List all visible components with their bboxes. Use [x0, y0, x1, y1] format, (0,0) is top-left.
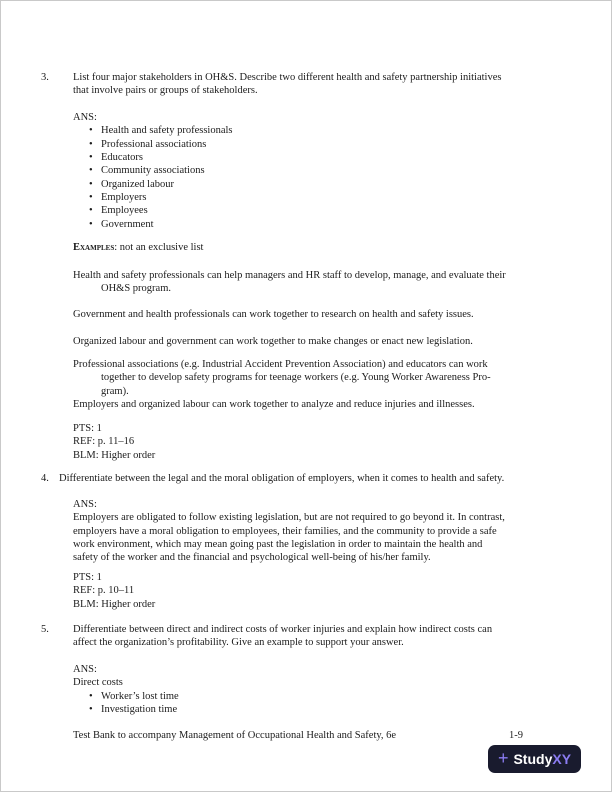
question-3-text: [73, 71, 501, 98]
page-number: 1-9: [509, 730, 523, 741]
list-item: • Government: [73, 218, 233, 231]
question-4-text: [59, 472, 504, 485]
list-item: • Educators: [73, 151, 233, 164]
stakeholder-list: [73, 124, 233, 231]
list-item: • Employees: [73, 204, 233, 217]
question-3-number: 3.: [41, 72, 49, 83]
examples-label: Examples: [73, 242, 115, 253]
paragraph-line: gram).: [101, 385, 129, 397]
studyxy-wordmark: [513, 752, 571, 766]
blm-line: BLM: Higher order: [73, 449, 156, 461]
answer-line: employers have a moral obligation to employees, their families, and the community to provide a safe: [73, 525, 497, 537]
answer-label: ANS:: [73, 112, 97, 123]
paragraph-line: OH&S program.: [101, 283, 171, 295]
question-3-answer: [73, 111, 233, 231]
paragraph-organized-labour: Organized labour and government can work together to make changes or enact new legislation.: [73, 336, 473, 347]
paragraph-line: Health and safety professionals can help managers and HR staff to develop, manage, and evaluate their: [73, 270, 506, 281]
list-item: • Employers: [73, 191, 233, 204]
pts-line: PTS: 1: [73, 572, 102, 583]
question-3-line-1: List four major stakeholders in OH&S. Describe two different health and safety partnership initiatives: [73, 72, 502, 83]
answer-line: work environment, which may mean going past the legislation in order to maintain the health and: [73, 539, 483, 551]
question-3-meta: [73, 422, 155, 462]
list-item: • Organized labour: [73, 178, 233, 191]
paragraph-professional-associations: [73, 358, 491, 411]
paragraph-line: Professional associations (e.g. Industrial Accident Prevention Association) and educators can work: [73, 359, 488, 370]
direct-costs-list: [73, 690, 179, 717]
question-5-line-1: Differentiate between direct and indirect costs of worker injuries and explain how indirect costs can: [73, 624, 493, 635]
question-4-line-1: Differentiate between the legal and the moral obligation of employers, when it comes to health and safety.: [59, 473, 505, 484]
direct-costs-heading: Direct costs: [73, 677, 123, 689]
question-4-number: 4.: [41, 473, 49, 484]
question-4: [41, 472, 504, 485]
paragraph-line: together to develop safety programs for teenage workers (e.g. Young Worker Awareness Pro-: [101, 372, 491, 384]
answer-label: ANS:: [73, 664, 97, 675]
question-4-meta: [73, 571, 155, 611]
question-5-answer: [73, 663, 179, 716]
ref-line: REF: p. 11–16: [73, 436, 135, 448]
question-3: [41, 71, 501, 98]
blm-line: BLM: Higher order: [73, 598, 156, 610]
answer-label: ANS:: [73, 499, 97, 510]
pts-line: PTS: 1: [73, 423, 102, 434]
paragraph-employers: Employers and organized labour can work together to analyze and reduce injuries and illnesses.: [73, 399, 475, 411]
question-5: [41, 623, 492, 650]
paragraph-health-safety: [73, 269, 506, 296]
question-5-number: 5.: [41, 624, 49, 635]
list-item: • Worker’s lost time: [73, 690, 179, 703]
logo-text-study: Study: [513, 751, 553, 767]
studyxy-logo[interactable]: [488, 745, 581, 773]
paragraph-government: Government and health professionals can work together to research on health and safety issues.: [73, 309, 474, 320]
list-item: • Community associations: [73, 164, 233, 177]
logo-text-xy: XY: [552, 751, 572, 767]
list-item: • Professional associations: [73, 138, 233, 151]
answer-line: Employers are obligated to follow existing legislation, but are not required to go beyond it. In contrast,: [73, 512, 505, 524]
answer-line: safety of the worker and the financial and psychological well-being of his/her family.: [73, 552, 431, 564]
examples-line: [73, 241, 203, 254]
examples-text: : not an exclusive list: [114, 242, 204, 253]
question-4-answer: [73, 498, 505, 565]
ref-line: REF: p. 10–11: [73, 585, 135, 597]
list-item: • Health and safety professionals: [73, 124, 233, 137]
footer-book-title: Test Bank to accompany Management of Occupational Health and Safety, 6e: [73, 730, 397, 741]
question-3-line-2: that involve pairs or groups of stakeholders.: [73, 85, 258, 97]
question-5-text: [73, 623, 492, 650]
question-5-line-2: affect the organization’s profitability. Give an example to support your answer.: [73, 637, 404, 649]
plus-icon: +: [497, 748, 509, 768]
list-item: • Investigation time: [73, 703, 179, 716]
